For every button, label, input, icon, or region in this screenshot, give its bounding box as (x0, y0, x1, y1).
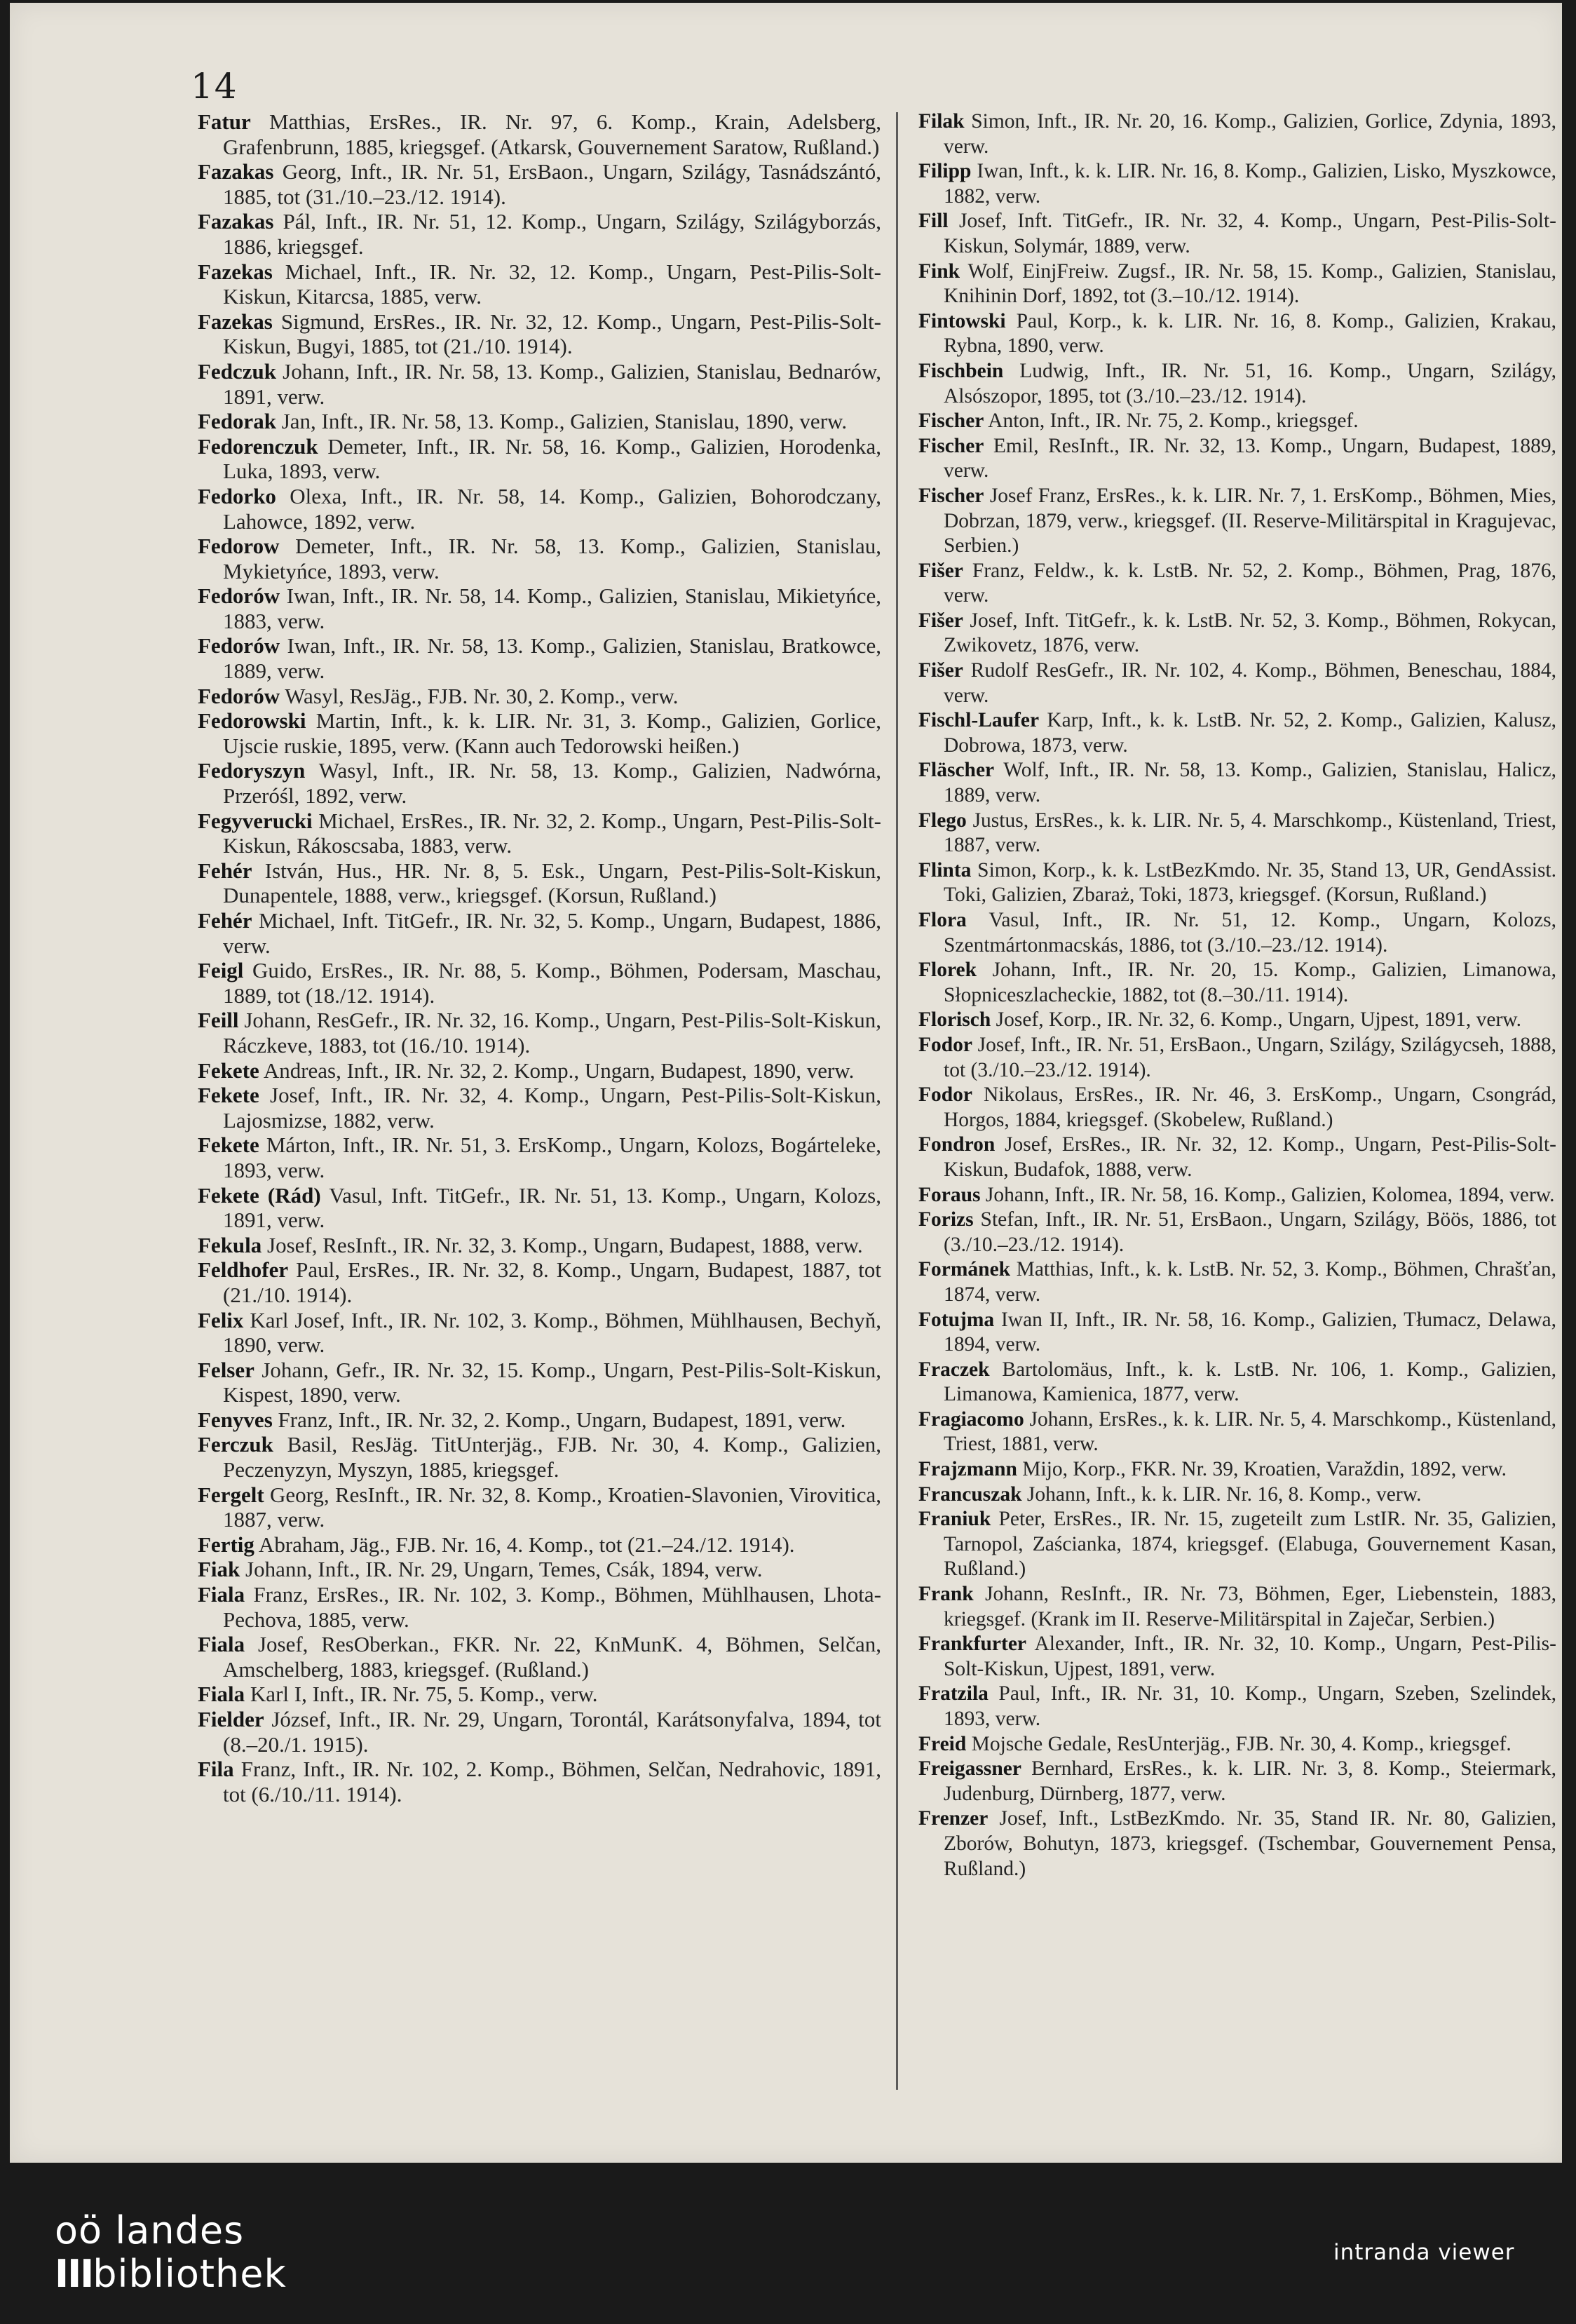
entry-surname: Flora (918, 909, 967, 931)
entry-details: Bartolomäus, Inft., k. k. LstB. Nr. 106, 1. Komp., Galizien, Limanowa, Kamienica, 1877, verw. (944, 1358, 1556, 1406)
register-entry (198, 1707, 881, 1757)
register-entry (198, 1757, 881, 1806)
entry-details: Georg, Inft., IR. Nr. 51, ErsBaon., Ungarn, Szilágy, Tasnádszántó, 1885, tot (31./10.–23./12. 1914). (223, 159, 881, 209)
entry-surname: Fischer (918, 434, 984, 457)
register-entry (918, 1358, 1556, 1407)
entry-surname: Frankfurter (918, 1633, 1027, 1656)
register-entry (918, 1757, 1556, 1806)
entry-surname: Fischbein (918, 359, 1004, 382)
entry-surname: Formánek (918, 1258, 1011, 1281)
register-entry (198, 109, 881, 159)
entry-details: Paul, Inft., IR. Nr. 31, 10. Komp., Ungarn, Szeben, Szelindek, 1893, verw. (944, 1682, 1556, 1730)
entry-surname: Fratzila (918, 1682, 989, 1705)
entry-details: Ludwig, Inft., IR. Nr. 51, 16. Komp., Ungarn, Szilágy, Alsószopor, 1895, tot (3./10.–23./12. 1914). (944, 359, 1556, 407)
entry-surname: Fotujma (918, 1308, 995, 1331)
register-entry (918, 758, 1556, 808)
register-entry (198, 1358, 881, 1407)
register-entry (198, 633, 881, 683)
entry-details: Wolf, Inft., IR. Nr. 58, 13. Komp., Galizien, Stanislau, Halicz, 1889, verw. (944, 759, 1556, 807)
entry-surname: Fedorenczuk (198, 433, 318, 459)
entry-surname: Fedorak (198, 409, 276, 434)
entry-surname: Fišer (918, 609, 963, 632)
entry-surname: Flinta (918, 858, 972, 881)
entry-surname: Fertig (198, 1532, 254, 1557)
entry-details: Karp, Inft., k. k. LstB. Nr. 52, 2. Komp., Galizien, Kalusz, Dobrowa, 1873, verw. (944, 709, 1556, 757)
register-entry (918, 484, 1556, 559)
entry-surname: Fill (918, 210, 949, 233)
entry-surname: Fischl-Laufer (918, 709, 1040, 732)
entry-details: Guido, ErsRes., IR. Nr. 88, 5. Komp., Böhmen, Podersam, Maschau, 1889, tot (18./12. 1914). (223, 958, 881, 1008)
register-entry (918, 409, 1556, 434)
column-divider (896, 112, 898, 2090)
register-entry (198, 858, 881, 908)
register-entry (198, 259, 881, 309)
scanned-page (10, 3, 1562, 2163)
entry-surname: Fink (918, 259, 960, 283)
entry-details: Johann, ResInft., IR. Nr. 73, Böhmen, Eger, Liebenstein, 1883, kriegsgef. (Krank im II. Reserve-Militärspital in Zaječar, Serbien.) (944, 1583, 1556, 1630)
entry-details: Vasul, Inft. TitGefr., IR. Nr. 51, 13. Komp., Ungarn, Kolozs, 1891, verw. (223, 1182, 881, 1233)
entry-surname: Felser (198, 1357, 254, 1382)
entry-details: Pál, Inft., IR. Nr. 51, 12. Komp., Ungarn, Szilágy, Szilágyborzás, 1886, kriegsgef. (223, 209, 881, 259)
entry-surname: Felix (198, 1307, 244, 1332)
entry-surname: Fehér (198, 858, 252, 883)
entry-surname: Frenzer (918, 1807, 989, 1830)
entry-details: Josef, ErsRes., IR. Nr. 32, 12. Komp., Ungarn, Pest-Pilis-Solt-Kiskun, Budafok, 1888, verw. (944, 1133, 1556, 1181)
entry-details: Iwan, Inft., k. k. LIR. Nr. 16, 8. Komp., Galizien, Lisko, Myszkowce, 1882, verw. (944, 160, 1556, 208)
entry-details: Franz, Feldw., k. k. LstB. Nr. 52, 2. Komp., Böhmen, Prag, 1876, verw. (944, 559, 1556, 607)
entry-surname: Florisch (918, 1008, 991, 1032)
entry-details: József, Inft., IR. Nr. 29, Ungarn, Torontál, Karátsonyfalva, 1894, tot (8.–20./1. 1915). (223, 1707, 881, 1757)
entry-surname: Fatur (198, 109, 251, 134)
entry-surname: Fazekas (198, 309, 273, 334)
register-entry (198, 1682, 881, 1707)
entry-details: Johann, Inft., IR. Nr. 29, Ungarn, Temes, Csák, 1894, verw. (240, 1557, 763, 1582)
entry-details: Josef, Inft. TitGefr., k. k. LstB. Nr. 52, 3. Komp., Böhmen, Rokycan, Zwikovetz, 1876, verw. (944, 609, 1556, 657)
entry-surname: Feldhofer (198, 1257, 289, 1283)
entry-details: Josef, Korp., IR. Nr. 32, 6. Komp., Ungarn, Ujpest, 1891, verw. (991, 1008, 1522, 1032)
entry-surname: Fekete (Rád) (198, 1182, 321, 1208)
entry-details: Michael, Inft., IR. Nr. 32, 12. Komp., Ungarn, Pest-Pilis-Solt-Kiskun, Kitarcsa, 1885, verw. (223, 259, 881, 309)
entry-details: Martin, Inft., k. k. LIR. Nr. 31, 3. Komp., Galizien, Gorlice, Ujscie ruskie, 1895, verw. (Kann auch Tedorowski heißen.) (223, 708, 881, 758)
entry-details: Johann, ErsRes., k. k. LIR. Nr. 5, 4. Marschkomp., Küstenland, Triest, 1881, verw. (944, 1407, 1556, 1456)
entry-surname: Freid (918, 1732, 967, 1755)
register-entry (198, 1407, 881, 1433)
entry-details: Johann, Gefr., IR. Nr. 32, 15. Komp., Ungarn, Pest-Pilis-Solt-Kiskun, Kispest, 1890, verw. (223, 1357, 881, 1407)
left-column (198, 109, 881, 1806)
entry-surname: Francuszak (918, 1482, 1022, 1506)
entry-surname: Ferczuk (198, 1432, 273, 1457)
register-entry (198, 309, 881, 359)
entry-surname: Fekete (198, 1058, 259, 1083)
register-entry (198, 534, 881, 583)
register-entry (198, 1557, 881, 1582)
entry-details: Demeter, Inft., IR. Nr. 58, 13. Komp., Galizien, Stanislau, Mykietyńce, 1893, verw. (223, 534, 881, 583)
entry-details: Márton, Inft., IR. Nr. 51, 3. ErsKomp., Ungarn, Kolozs, Bogárteleke, 1893, verw. (223, 1133, 881, 1182)
register-entry (918, 908, 1556, 958)
register-entry (918, 658, 1556, 708)
register-entry (918, 609, 1556, 658)
entry-details: Paul, ErsRes., IR. Nr. 32, 8. Komp., Ungarn, Budapest, 1887, tot (21./10. 1914). (223, 1257, 881, 1307)
register-entry (198, 1133, 881, 1182)
entry-surname: Fehér (198, 908, 252, 933)
entry-details: Josef, Inft., LstBezKmdo. Nr. 35, Stand IR. Nr. 80, Galizien, Zborów, Bohutyn, 1873, kriegsgef. (Tschembar, Gouvernement Pensa, Rußland.) (944, 1807, 1556, 1880)
entry-details: Mijo, Korp., FKR. Nr. 39, Kroatien, Varaždin, 1892, verw. (1017, 1458, 1507, 1481)
register-entry (198, 1482, 881, 1532)
entry-details: Johann, ResGefr., IR. Nr. 32, 16. Komp., Ungarn, Pest-Pilis-Solt-Kiskun, Ráczkeve, 1883, tot (16./10. 1914). (223, 1008, 881, 1058)
entry-surname: Fedorko (198, 483, 276, 508)
entry-surname: Flego (918, 809, 967, 832)
register-entry (918, 1806, 1556, 1882)
entry-details: Vasul, Inft., IR. Nr. 51, 12. Komp., Ungarn, Kolozs, Szentmártonmacskás, 1886, tot (3./10.–23./12. 1914). (944, 909, 1556, 957)
entry-surname: Fragiacomo (918, 1407, 1024, 1431)
register-entry (198, 684, 881, 709)
entry-surname: Fraczek (918, 1358, 990, 1381)
entry-surname: Feill (198, 1008, 239, 1033)
register-entry (198, 1183, 881, 1233)
entry-surname: Fedorów (198, 583, 280, 609)
entry-details: Wasyl, Inft., IR. Nr. 58, 13. Komp., Galizien, Nadwórna, Przeróśl, 1892, verw. (223, 758, 881, 809)
entry-details: István, Hus., HR. Nr. 8, 5. Esk., Ungarn, Pest-Pilis-Solt-Kiskun, Dunapentele, 1888, verw., kriegsgef. (Korsun, Rußland.) (223, 858, 881, 908)
register-entry (198, 1532, 881, 1558)
register-entry (918, 1457, 1556, 1482)
register-entry (918, 1308, 1556, 1358)
entry-details: Franz, ErsRes., IR. Nr. 102, 3. Komp., Böhmen, Mühlhausen, Lhota-Pechova, 1885, verw. (223, 1582, 881, 1632)
entry-surname: Fedorowski (198, 708, 306, 734)
entry-surname: Filak (918, 110, 965, 133)
register-entry (918, 1732, 1556, 1757)
register-entry (918, 1208, 1556, 1257)
entry-surname: Fintowski (918, 309, 1006, 332)
entry-details: Alexander, Inft., IR. Nr. 32, 10. Komp., Ungarn, Pest-Pilis-Solt-Kiskun, Ujpest, 1891, verw. (944, 1633, 1556, 1680)
entry-surname: Fondron (918, 1133, 996, 1156)
entry-surname: Feigl (198, 958, 244, 983)
entry-surname: Fišer (918, 559, 963, 582)
register-entry (198, 1308, 881, 1358)
entry-surname: Fenyves (198, 1407, 273, 1432)
entry-surname: Fiak (198, 1557, 240, 1582)
register-entry (918, 259, 1556, 309)
entry-details: Wolf, EinjFreiw. Zugsf., IR. Nr. 58, 15. Komp., Galizien, Stanislau, Knihinin Dorf, 1892, tot (3.–10./12. 1914). (944, 259, 1556, 308)
register-entry (918, 1008, 1556, 1033)
entry-details: Jan, Inft., IR. Nr. 58, 13. Komp., Galizien, Stanislau, 1890, verw. (276, 409, 848, 434)
entry-details: Johann, Inft., k. k. LIR. Nr. 16, 8. Komp., verw. (1021, 1482, 1422, 1506)
register-entry (918, 1083, 1556, 1133)
page-number: 14 (191, 66, 238, 107)
entry-details: Matthias, Inft., k. k. LstB. Nr. 52, 3. Komp., Böhmen, Chrašťan, 1874, verw. (944, 1258, 1556, 1306)
entry-surname: Freigassner (918, 1757, 1021, 1781)
entry-details: Josef, Inft. TitGefr., IR. Nr. 32, 4. Komp., Ungarn, Pest-Pilis-Solt-Kiskun, Solymár, 1889, verw. (944, 210, 1556, 257)
entry-details: Matthias, ErsRes., IR. Nr. 97, 6. Komp., Krain, Adelsberg, Grafenbrunn, 1885, kriegsgef. (Atkarsk, Gouvernement Saratow, Rußland.) (223, 109, 881, 159)
entry-surname: Frank (918, 1583, 974, 1606)
logo-bars-icon: III (55, 2252, 93, 2296)
register-entry (198, 758, 881, 808)
register-entry (198, 1233, 881, 1258)
entry-details: Johann, Inft., IR. Nr. 58, 16. Komp., Galizien, Kolomea, 1894, verw. (980, 1183, 1555, 1206)
register-entry (198, 209, 881, 259)
register-entry (918, 1183, 1556, 1208)
entry-surname: Fazekas (198, 259, 273, 284)
register-entry (198, 708, 881, 758)
entry-details: Josef, ResOberkan., FKR. Nr. 22, KnMunK. 4, Böhmen, Selčan, Amschelberg, 1883, kriegsgef. (Rußland.) (223, 1632, 881, 1682)
entry-details: Iwan, Inft., IR. Nr. 58, 14. Komp., Galizien, Stanislau, Mikietyńce, 1883, verw. (223, 583, 881, 633)
register-entry (918, 209, 1556, 259)
register-entry (198, 159, 881, 209)
register-entry (198, 1632, 881, 1682)
entry-details: Michael, Inft. TitGefr., IR. Nr. 32, 5. Komp., Ungarn, Budapest, 1886, verw. (223, 908, 881, 958)
right-column (918, 109, 1556, 1882)
register-entry (198, 434, 881, 484)
entry-details: Josef, Inft., IR. Nr. 32, 4. Komp., Ungarn, Pest-Pilis-Solt-Kiskun, Lajosmizse, 1882, verw. (223, 1083, 881, 1133)
logo-line-2 (55, 2252, 287, 2296)
entry-surname: Fekete (198, 1083, 259, 1108)
register-entry (918, 309, 1556, 359)
register-entry (198, 409, 881, 434)
entry-details: Josef, Inft., IR. Nr. 51, ErsBaon., Ungarn, Szilágy, Szilágycseh, 1888, tot (3./10.–23./12. 1914). (944, 1033, 1556, 1081)
register-entry (198, 1257, 881, 1307)
register-entry (198, 583, 881, 633)
register-entry (198, 908, 881, 958)
entry-details: Simon, Korp., k. k. LstBezKmdo. Nr. 35, Stand 13, UR, GendAssist. Toki, Galizien, Zbaraż, Toki, 1873, kriegsgef. (Korsun, Rußland.) (944, 858, 1556, 907)
entry-details: Sigmund, ErsRes., IR. Nr. 32, 12. Komp., Ungarn, Pest-Pilis-Solt-Kiskun, Bugyi, 1885, tot (21./10. 1914). (223, 309, 881, 359)
entry-surname: Fedczuk (198, 358, 276, 384)
register-entry (918, 159, 1556, 209)
entry-details: Johann, Inft., IR. Nr. 20, 15. Komp., Galizien, Limanowa, Słopniceszlacheckie, 1882, tot (8.–30./11. 1914). (944, 959, 1556, 1006)
entry-details: Karl Josef, Inft., IR. Nr. 102, 3. Komp., Böhmen, Mühlhausen, Bechyň, 1890, verw. (223, 1307, 881, 1358)
entry-details: Wasyl, ResJäg., FJB. Nr. 30, 2. Komp., verw. (280, 683, 679, 708)
register-entry (918, 858, 1556, 908)
entry-details: Iwan II, Inft., IR. Nr. 58, 16. Komp., Galizien, Tłumacz, Delawa, 1894, verw. (944, 1308, 1556, 1356)
entry-details: Abraham, Jäg., FJB. Nr. 16, 4. Komp., tot (21.–24./12. 1914). (254, 1532, 795, 1557)
entry-surname: Fiala (198, 1682, 245, 1707)
entry-details: Nikolaus, ErsRes., IR. Nr. 46, 3. ErsKomp., Ungarn, Csongrád, Horgos, 1884, kriegsgef. (Skobelew, Rußland.) (944, 1083, 1556, 1131)
register-entry (918, 958, 1556, 1008)
entry-surname: Fazakas (198, 159, 274, 184)
entry-surname: Fischer (918, 484, 984, 507)
entry-surname: Fekete (198, 1133, 259, 1158)
register-entry (198, 1083, 881, 1133)
entry-details: Anton, Inft., IR. Nr. 75, 2. Komp., kriegsgef. (984, 410, 1359, 433)
entry-surname: Forizs (918, 1208, 974, 1231)
register-entry (198, 958, 881, 1008)
register-entry (918, 1257, 1556, 1307)
entry-details: Paul, Korp., k. k. LIR. Nr. 16, 8. Komp., Galizien, Krakau, Rybna, 1890, verw. (944, 309, 1556, 358)
logo-line-2-text: bibliothek (93, 2252, 287, 2296)
register-entry (918, 1407, 1556, 1457)
entry-surname: Foraus (918, 1183, 981, 1206)
entry-details: Michael, ErsRes., IR. Nr. 32, 2. Komp., Ungarn, Pest-Pilis-Solt-Kiskun, Rákoscsaba, 1883, verw. (223, 808, 881, 858)
register-entry (198, 484, 881, 534)
entry-details: Johann, Inft., IR. Nr. 58, 13. Komp., Galizien, Stanislau, Bednarów, 1891, verw. (223, 358, 881, 409)
entry-surname: Fielder (198, 1707, 264, 1731)
entry-details: Andreas, Inft., IR. Nr. 32, 2. Komp., Ungarn, Budapest, 1890, verw. (259, 1058, 855, 1083)
register-entry (198, 1058, 881, 1083)
entry-details: Simon, Inft., IR. Nr. 20, 16. Komp., Galizien, Gorlice, Zdynia, 1893, verw. (944, 110, 1556, 158)
viewer-label[interactable]: intranda viewer (1333, 2240, 1515, 2265)
register-entry (918, 1582, 1556, 1632)
register-entry (198, 359, 881, 409)
entry-details: Demeter, Inft., IR. Nr. 58, 16. Komp., Galizien, Horodenka, Luka, 1893, verw. (223, 433, 881, 484)
register-entry (918, 434, 1556, 484)
entry-surname: Fekula (198, 1232, 262, 1257)
entry-surname: Frajzmann (918, 1458, 1017, 1481)
register-entry (918, 708, 1556, 758)
entry-details: Justus, ErsRes., k. k. LIR. Nr. 5, 4. Marschkomp., Küstenland, Triest, 1887, verw. (944, 809, 1556, 857)
register-entry (198, 809, 881, 858)
entry-details: Georg, ResInft., IR. Nr. 32, 8. Komp., Kroatien-Slavonien, Virovitica, 1887, verw. (223, 1482, 881, 1532)
register-entry (918, 809, 1556, 858)
entry-details: Bernhard, ErsRes., k. k. LIR. Nr. 3, 8. Komp., Steiermark, Judenburg, Dürnberg, 1877, verw. (944, 1757, 1556, 1805)
register-entry (198, 1582, 881, 1632)
entry-surname: Florek (918, 959, 977, 982)
register-entry (198, 1432, 881, 1482)
entry-surname: Fischer (918, 410, 984, 433)
entry-surname: Fodor (918, 1033, 973, 1056)
register-entry (198, 1008, 881, 1058)
entry-surname: Fazakas (198, 209, 274, 234)
entry-details: Iwan, Inft., IR. Nr. 58, 13. Komp., Galizien, Stanislau, Bratkowce, 1889, verw. (223, 633, 881, 684)
entry-details: Emil, ResInft., IR. Nr. 32, 13. Komp., Ungarn, Budapest, 1889, verw. (944, 434, 1556, 482)
entry-details: Olexa, Inft., IR. Nr. 58, 14. Komp., Galizien, Bohorodczany, Lahowce, 1892, verw. (223, 483, 881, 534)
entry-surname: Fiala (198, 1582, 245, 1607)
register-entry (918, 1507, 1556, 1582)
library-logo[interactable] (55, 2209, 287, 2296)
entry-surname: Fila (198, 1757, 234, 1782)
entry-details: Josef Franz, ErsRes., k. k. LIR. Nr. 7, 1. ErsKomp., Böhmen, Mies, Dobrzan, 1879, verw., kriegsgef. (II. Reserve-Militärspital in Kragujevac, Serbien.) (944, 484, 1556, 558)
register-entry (918, 1682, 1556, 1731)
entry-surname: Fiala (198, 1632, 245, 1657)
register-entry (918, 1033, 1556, 1083)
entry-surname: Fläscher (918, 759, 995, 782)
register-entry (918, 1482, 1556, 1508)
entry-surname: Fedorów (198, 633, 280, 658)
register-entry (918, 109, 1556, 159)
register-entry (918, 1632, 1556, 1682)
entry-details: Peter, ErsRes., IR. Nr. 15, zugeteilt zum LstIR. Nr. 35, Galizien, Tarnopol, Zaścianka, 1874, kriegsgef. (Elabuga, Gouvernement Kasan, Rußland.) (944, 1508, 1556, 1581)
entry-surname: Fegyverucki (198, 808, 313, 833)
entry-details: Stefan, Inft., IR. Nr. 51, ErsBaon., Ungarn, Szilágy, Böös, 1886, tot (3./10.–23./12. 1914). (944, 1208, 1556, 1256)
entry-surname: Fergelt (198, 1482, 264, 1507)
entry-details: Franz, Inft., IR. Nr. 32, 2. Komp., Ungarn, Budapest, 1891, verw. (272, 1407, 846, 1432)
entry-surname: Fodor (918, 1083, 973, 1107)
entry-details: Mojsche Gedale, ResUnterjäg., FJB. Nr. 30, 4. Komp., kriegsgef. (966, 1732, 1512, 1755)
entry-surname: Filipp (918, 160, 972, 183)
register-entry (918, 1133, 1556, 1182)
entry-details: Josef, ResInft., IR. Nr. 32, 3. Komp., Ungarn, Budapest, 1888, verw. (261, 1232, 863, 1257)
entry-surname: Fedorow (198, 534, 280, 559)
entry-details: Karl I, Inft., IR. Nr. 75, 5. Komp., verw. (245, 1682, 598, 1707)
entry-surname: Fedorów (198, 683, 280, 708)
entry-surname: Fedoryszyn (198, 758, 306, 783)
entry-surname: Fišer (918, 659, 963, 682)
register-entry (918, 559, 1556, 609)
entry-details: Franz, Inft., IR. Nr. 102, 2. Komp., Böhmen, Selčan, Nedrahovic, 1891, tot (6./10./11. 1914). (223, 1757, 881, 1806)
entry-details: Rudolf ResGefr., IR. Nr. 102, 4. Komp., Böhmen, Beneschau, 1884, verw. (944, 659, 1556, 707)
logo-line-1: oö landes (55, 2208, 245, 2252)
register-entry (918, 359, 1556, 409)
entry-details: Basil, ResJäg. TitUnterjäg., FJB. Nr. 30, 4. Komp., Galizien, Peczenyzyn, Myszyn, 1885, kriegsgef. (223, 1432, 881, 1482)
entry-surname: Franiuk (918, 1508, 991, 1531)
